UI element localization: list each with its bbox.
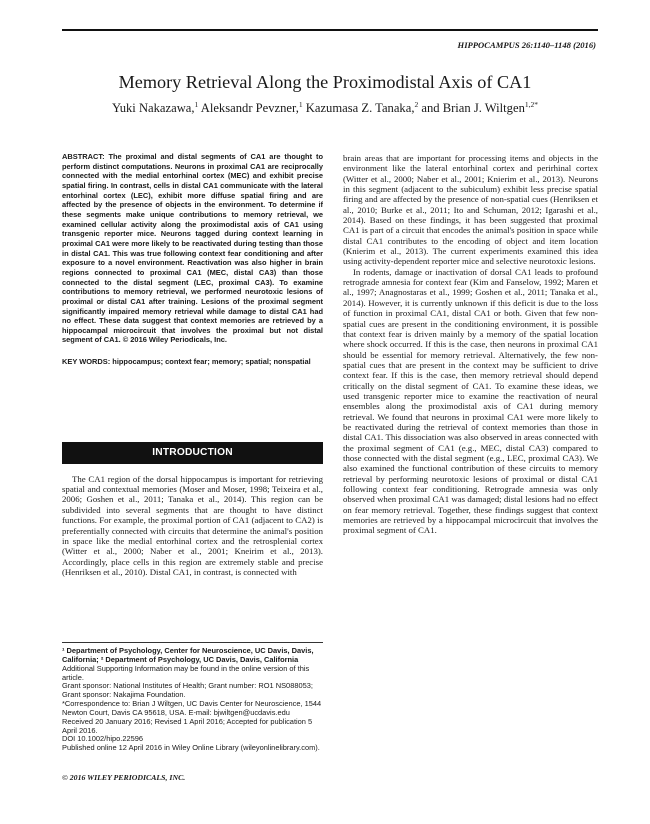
received-footnote: Received 20 January 2016; Revised 1 April 2016; Accepted for publication 5 April 2016. bbox=[62, 716, 313, 735]
intro-paragraph: The CA1 region of the dorsal hippocampus is important for retrieving spatial and contextual memories (Moser and Moser, 1998; Teixeira et al., 2006; Goshen et al., 2011; Tanaka et al., 2014). This region can be subdivided into several segments that are thought to have distinct functions. For example, the proximal portion of CA1 (adjacent to CA2) is preferentially connected with circuits that determine the animal's position in space like the medial entorhinal cortex and the retrosplenial cortex (Witter et al., 2000; Naber et al., 2001; Kneirim et al., 2013). Accordingly, place cells in this region are extremely stable and precise (Henriksen et al., 2010). Distal CA1, in contrast, is connected with bbox=[62, 473, 323, 577]
author-affiliation-mark: 1 bbox=[298, 100, 303, 109]
affiliations-footnote: ¹ Department of Psychology, Center for Neuroscience, UC Davis, Davis, California; ² Department of Psychology, UC Davis, Davis, California bbox=[62, 646, 314, 664]
keywords: KEY WORDS: hippocampus; context fear; memory; spatial; nonspatial bbox=[62, 357, 311, 367]
author-name: and Brian J. Wiltgen bbox=[421, 101, 525, 116]
author-affiliation-mark: 1,2* bbox=[524, 100, 538, 109]
author-name: Aleksandr Pevzner, bbox=[200, 101, 299, 116]
left-column bbox=[62, 152, 323, 577]
header-rule bbox=[62, 29, 598, 31]
published-footnote: Published online 12 April 2016 in Wiley Online Library (wileyonlinelibrary.com). bbox=[62, 743, 320, 753]
right-column bbox=[343, 153, 598, 536]
copyright-notice: © 2016 WILEY PERIODICALS, INC. bbox=[62, 773, 186, 782]
journal-reference: HIPPOCAMPUS 26:1140–1148 (2016) bbox=[457, 40, 596, 50]
article-title: Memory Retrieval Along the Proximodistal Axis of CA1 bbox=[118, 72, 532, 92]
grant-footnote: Grant sponsor: National Institutes of Health; Grant number: RO1 NS088053; Grant sponsor: Nakajima Foundation. bbox=[62, 681, 313, 700]
correspondence-footnote: *Correspondence to: Brian J Wiltgen, UC Davis Center for Neuroscience, 1544 Newton Court, Davis CA 95618, USA. E-mail: bjwiltgen@ucdavis.edu bbox=[62, 699, 322, 717]
abstract: ABSTRACT: The proximal and distal segments of CA1 are thought to perform distinct computations. Neurons in proximal CA1 are reciprocally connected with the medial entorhinal cortex (MEC) and exhibit precise spatial firing. In contrast, cells in distal CA1 communicate with the lateral entorhinal cortex (LEC), exhibit more diffuse spatial firing and are affected by the presence of objects in the environment. To determine if these segments make unique contributions to memory retrieval, we examined cellular activity along the proximodistal axis of CA1 using transgenic reporter mice. Neurons tagged during context learning in proximal CA1 were more likely to be reactivated during testing than those in distal CA1. This was true following context fear conditioning and after exposure to a novel environment. Reactivation was also higher in brain regions connected to proximal CA1 (MEC, distal CA3) than those connected to the distal segment (LEC, proximal CA3). To examine contributions to memory retrieval, we performed neurotoxic lesions of proximal or distal CA1 after training. Lesions of the proximal segment significantly impaired memory retrieval while damage to distal CA1 had no effect. These data suggest that context memories are retrieved by a hippocampal microcircuit that involves the proximal but not distal segment of CA1. © 2016 Wiley Periodicals, Inc. bbox=[62, 152, 323, 345]
author-name: Yuki Nakazawa, bbox=[112, 101, 195, 116]
doi-footnote: DOI 10.1002/hipo.22596 bbox=[62, 734, 144, 744]
author-name: Kazumasa Z. Tanaka, bbox=[305, 101, 415, 116]
section-heading-introduction: INTRODUCTION bbox=[62, 442, 323, 464]
footnotes bbox=[62, 642, 323, 753]
body-paragraph: brain areas that are important for processing items and objects in the environment like the lateral entorhinal cortex and perirhinal cortex (Witter et al., 2000; Naber et al., 2001; Knierim et al., 2013). Neurons in this segment (adjacent to the subiculum) exhibit less precise spatial firing and are affected by the presence of non-spatial cues (Henriksen et al., 2010; Burke et al., 2011; Ito and Schuman, 2012; Igarashi et al., 2014). Based on these findings, it has been suggested that proximal CA1 is part of a circuit that encodes the animal's position in space while distal CA1 contributes to the encoding of object and item location (Knierim et al., 2013). The current experiments examined this idea using activity-dependent reporter mice and selective neurotoxic lesions. bbox=[343, 153, 598, 267]
body-paragraph: In rodents, damage or inactivation of dorsal CA1 leads to profound retrograde amnesia for context fear (Kim and Fanselow, 1992; Maren et al., 1997; Anagnostaras et al., 1999; Goshen et al., 2011; Tanaka et al., 2014). However, it is currently unknown if this deficit is due to the loss of function in proximal CA1, distal CA1 or both. Given that few non-spatial cues are present in the conditioning environment, it is possible that context fear is driven mainly by a memory of the spatial location where shock occurred. If this is the case, then neurons in proximal CA1 should be essential for memory retrieval. Alternatively, the few non-spatial cues that are present in the context may be sufficient to drive context fear. If this is the case, then memory retrieval should depend critically on the distal segment of CA1. To examine these ideas, we used transgenic reporter mice to examine the reactivation of neural ensembles along the proximodistal axis of CA1 during memory retrieval. We found that neurons in proximal CA1 were more likely to be reactivated during the retrieval of context memories than those in distal CA1. This dissociation was also observed in areas connected with the proximal segment of CA1 (e.g., MEC, distal CA3) compared to those connected with the distal segment (e.g., LEC, proximal CA3). We also examined the functional contribution of these circuits to memory retrieval by performing neurotoxic lesions of proximal or distal CA1 following context fear conditioning. Retrograde amnesia was only observed when proximal CA1 was damaged; distal lesions had no effect on fear memory retrieval. Together, these findings suggest that context memories are retrieved by a hippocampal microcircuit that involves the proximal segment of CA1. bbox=[343, 266, 598, 536]
author-list bbox=[0, 100, 650, 116]
supporting-info-footnote: Additional Supporting Information may be found in the online version of this article. bbox=[62, 663, 310, 682]
author-affiliation-mark: 1 bbox=[194, 100, 199, 109]
author-affiliation-mark: 2 bbox=[414, 100, 419, 109]
